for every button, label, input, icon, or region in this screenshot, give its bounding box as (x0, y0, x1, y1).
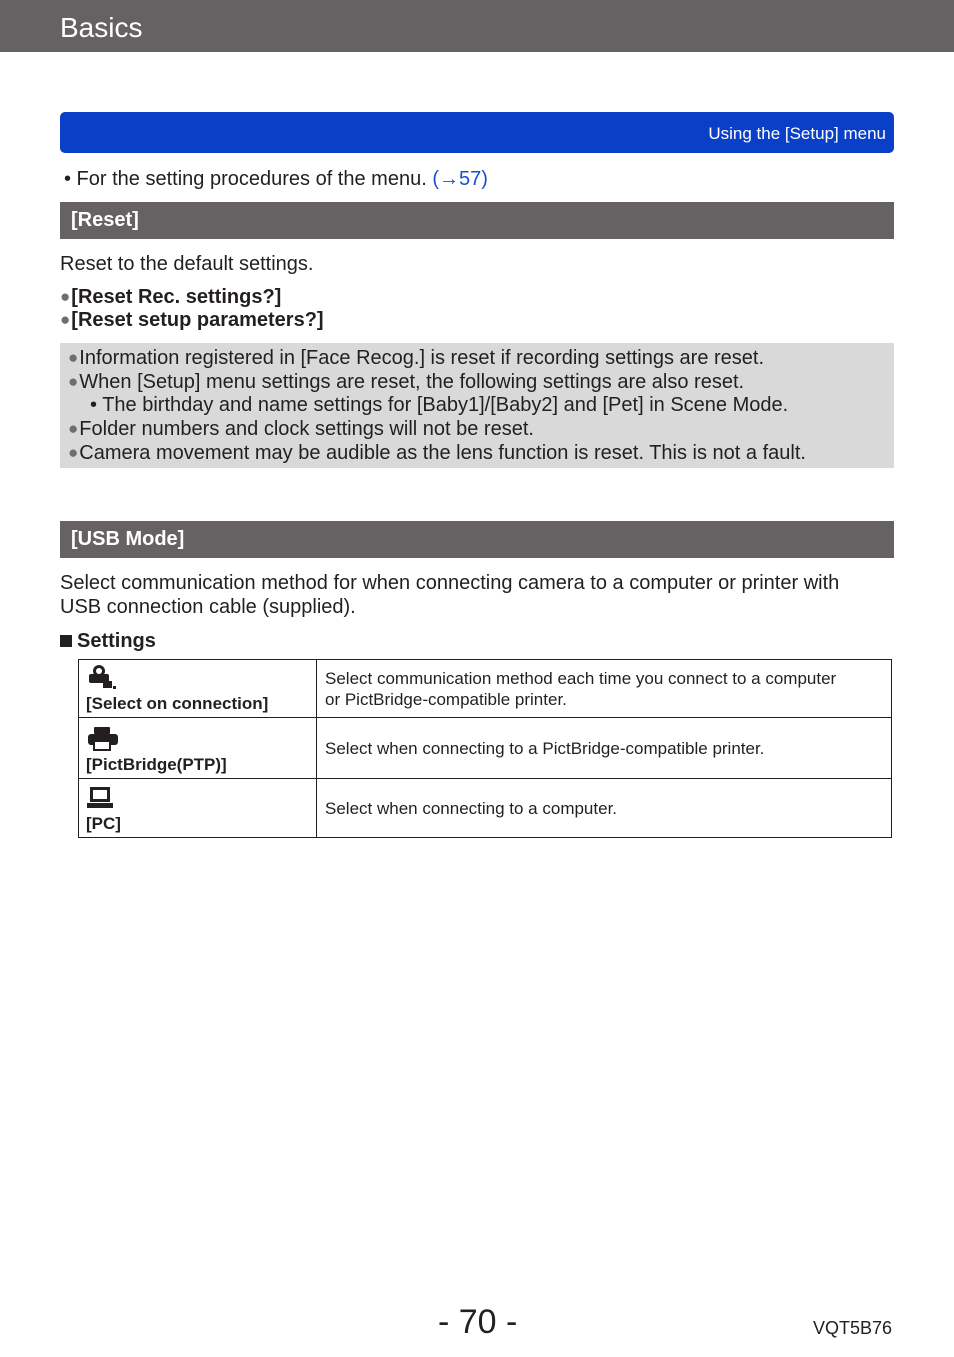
chapter-banner (60, 112, 894, 153)
setting-name: [PictBridge(PTP)] (86, 755, 227, 774)
intro-text: • For the setting procedures of the menu. (64, 168, 433, 190)
section-title: Basics (60, 12, 143, 43)
note-item (68, 347, 764, 370)
setting-description-cell (317, 660, 892, 718)
page-number: - 70 - (438, 1303, 518, 1341)
setting-name-cell (79, 660, 317, 718)
setting-description: Select when connecting to a computer. (325, 798, 618, 818)
note-text: • The birthday and name settings for [Baby1]/[Baby2] and [Pet] in Scene Mode. (90, 394, 789, 416)
setting-description: or PictBridge-compatible printer. (325, 689, 567, 709)
bullet-icon: ● (60, 310, 71, 329)
header-bar (0, 0, 954, 52)
setting-name-cell (79, 779, 317, 838)
page-link[interactable]: (→57) (432, 168, 488, 190)
note-text: When [Setup] menu settings are reset, the following settings are also reset. (79, 371, 745, 393)
printer-icon (86, 725, 309, 753)
reset-option-label: [Reset Rec. settings?] (71, 286, 282, 308)
note-subitem (90, 394, 788, 417)
usb-settings-table (78, 659, 892, 838)
setting-name-cell (79, 718, 317, 779)
table-row (79, 660, 892, 718)
reset-notes-box (60, 343, 894, 468)
banner-label: Using the [Setup] menu (708, 124, 886, 143)
setting-description: Select when connecting to a PictBridge-compatible printer. (325, 738, 765, 758)
bullet-icon: ● (68, 348, 79, 367)
reset-option-label: [Reset setup parameters?] (71, 309, 324, 331)
usb-description-line: Select communication method for when connecting camera to a computer or printer with (60, 572, 840, 594)
setting-name: [PC] (86, 814, 121, 833)
setting-description-cell (317, 718, 892, 779)
reset-option (60, 309, 324, 332)
usb-description (60, 571, 839, 619)
note-item (68, 418, 534, 441)
square-bullet-icon (60, 635, 72, 647)
table-row (79, 779, 892, 838)
note-text: Information registered in [Face Recog.] is reset if recording settings are reset. (79, 347, 765, 369)
document-code: VQT5B76 (813, 1318, 893, 1338)
settings-title-label: Settings (77, 630, 156, 652)
reset-heading-label: [Reset] (71, 209, 139, 231)
usb-heading-label: [USB Mode] (71, 528, 185, 550)
settings-title (60, 630, 156, 653)
setting-description-cell (317, 779, 892, 838)
setting-name: [Select on connection] (86, 694, 269, 713)
note-item (68, 371, 744, 394)
computer-icon (86, 784, 309, 812)
bullet-icon: ● (68, 419, 79, 438)
table-row (79, 718, 892, 779)
select-on-connection-icon (86, 664, 309, 692)
reset-option (60, 286, 281, 309)
note-text: Folder numbers and clock settings will not be reset. (79, 418, 534, 440)
reset-heading (60, 202, 894, 239)
note-item (68, 442, 806, 465)
note-text: Camera movement may be audible as the lens function is reset. This is not a fault. (79, 442, 806, 464)
bullet-icon: ● (68, 443, 79, 462)
usb-description-line: USB connection cable (supplied). (60, 596, 356, 618)
reset-description: Reset to the default settings. (60, 253, 314, 275)
intro-note (64, 168, 488, 191)
bullet-icon: ● (68, 372, 79, 391)
setting-description: Select communication method each time you connect to a computer (325, 668, 837, 688)
usb-heading (60, 521, 894, 558)
bullet-icon: ● (60, 287, 71, 306)
